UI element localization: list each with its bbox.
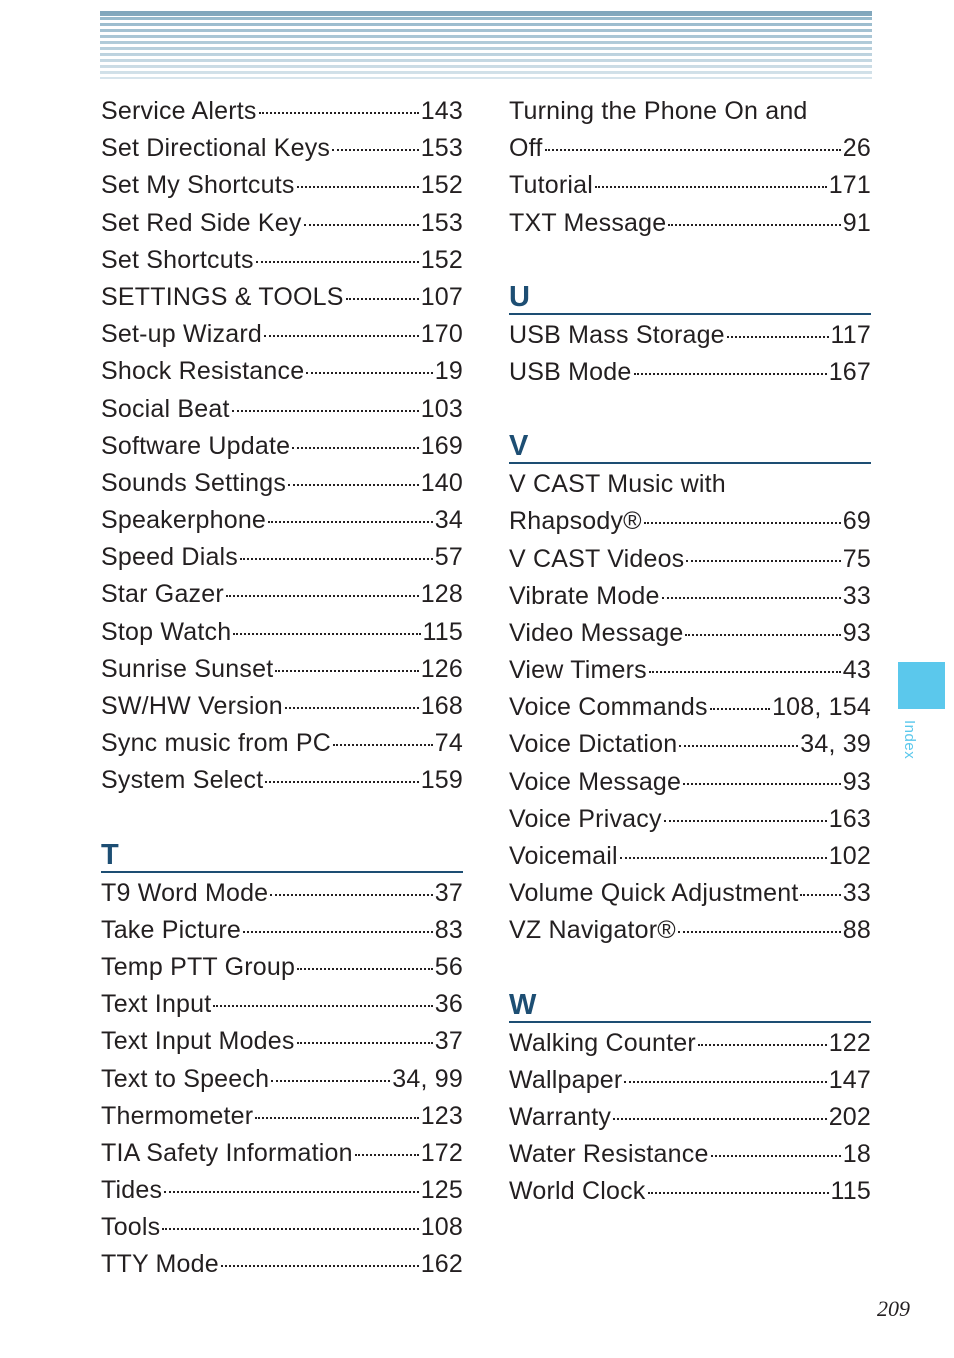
v-entry-list	[509, 541, 871, 950]
index-entry	[509, 801, 871, 838]
entry-page: 91	[842, 208, 871, 237]
index-entry	[101, 539, 463, 576]
entry-name: Take Picture	[101, 915, 241, 944]
entry-page: 147	[828, 1065, 871, 1094]
dot-leader	[346, 298, 419, 300]
dot-leader	[265, 781, 418, 783]
dot-leader	[698, 1044, 827, 1046]
section-heading-t	[101, 821, 463, 873]
entry-page: 102	[828, 842, 871, 870]
entry-name: Voice Message	[509, 767, 682, 796]
index-entry	[509, 615, 871, 652]
index-entry	[101, 279, 463, 316]
index-entry	[101, 316, 463, 353]
index-entry	[509, 130, 871, 167]
dot-leader	[162, 1228, 418, 1230]
entry-name: Off	[509, 134, 543, 163]
index-entry	[509, 875, 871, 912]
entry-page: 162	[420, 1250, 463, 1279]
dot-leader	[686, 560, 840, 562]
dot-leader	[683, 783, 841, 785]
entry-page: 33	[842, 879, 871, 908]
dot-leader	[240, 558, 433, 560]
entry-name: VZ Navigator®	[509, 916, 676, 945]
dot-leader	[644, 522, 841, 524]
index-entry	[509, 1099, 871, 1136]
entry-page: 143	[420, 97, 463, 125]
dot-leader	[649, 671, 841, 673]
entry-page: 167	[828, 357, 871, 386]
index-entry	[101, 576, 463, 613]
index-entry	[509, 652, 871, 689]
t-entry-list	[101, 875, 463, 1284]
entry-page: 34, 39	[800, 730, 871, 759]
dot-leader	[256, 261, 419, 263]
index-entry	[509, 503, 871, 540]
dot-leader	[297, 186, 419, 188]
entry-name: Tides	[101, 1176, 163, 1205]
index-entry	[101, 205, 463, 242]
entry-name: Sunrise Sunset	[101, 654, 274, 683]
index-entry	[509, 541, 871, 578]
entry-page: 88	[842, 916, 871, 945]
index-entry	[509, 167, 871, 204]
entry-name: Star Gazer	[101, 580, 224, 609]
entry-name: Voice Dictation	[509, 730, 678, 759]
header-band	[100, 11, 872, 79]
entry-name: Video Message	[509, 618, 684, 647]
entry-page: 19	[434, 357, 463, 386]
entry-page: 163	[828, 804, 871, 833]
dot-leader	[164, 1191, 418, 1193]
entry-page: 171	[828, 171, 871, 200]
s-entry-list	[101, 93, 463, 800]
entry-page: 36	[434, 990, 463, 1019]
dot-leader	[710, 708, 770, 710]
index-entry	[101, 1061, 463, 1098]
entry-page: 75	[842, 544, 871, 573]
index-side-tab	[898, 662, 945, 709]
dot-leader	[255, 1117, 418, 1119]
entry-page: 115	[830, 1177, 871, 1206]
dot-leader	[800, 894, 840, 896]
index-entry	[509, 912, 871, 949]
dot-leader	[264, 335, 419, 337]
index-entry	[509, 1173, 871, 1210]
section-heading-w	[509, 971, 871, 1023]
entry-name: Wallpaper	[509, 1065, 623, 1094]
dot-leader	[226, 595, 419, 597]
index-column-left	[101, 93, 463, 1284]
entry-name: Thermometer	[101, 1101, 254, 1130]
entry-page: 26	[842, 134, 871, 163]
entry-name: Turning the Phone On and	[509, 97, 808, 125]
entry-name: Shock Resistance	[101, 357, 305, 386]
index-entry	[101, 242, 463, 279]
index-entry	[101, 912, 463, 949]
dot-leader	[271, 1080, 390, 1082]
dot-leader	[306, 372, 432, 374]
u-entry-list	[509, 317, 871, 391]
index-entry	[509, 578, 871, 615]
dot-leader	[727, 336, 829, 338]
section-heading-u	[509, 263, 871, 315]
index-entry	[101, 725, 463, 762]
index-entry	[101, 1098, 463, 1135]
entry-name: TXT Message	[509, 208, 667, 237]
entry-page: 57	[434, 543, 463, 572]
index-entry	[101, 465, 463, 502]
index-entry	[509, 1025, 871, 1062]
entry-name: Set-up Wizard	[101, 320, 262, 349]
entry-name: V CAST Music with	[509, 470, 726, 499]
entry-page: 37	[434, 878, 463, 907]
entry-name: Volume Quick Adjustment	[509, 879, 799, 908]
entry-page: 43	[842, 656, 871, 685]
index-entry	[509, 689, 871, 726]
dot-leader	[685, 634, 840, 636]
dot-leader	[297, 1042, 433, 1044]
dot-leader	[268, 521, 433, 523]
entry-name: Voice Commands	[509, 693, 708, 722]
index-entry	[101, 986, 463, 1023]
entry-page: 159	[420, 766, 463, 795]
entry-name: TIA Safety Information	[101, 1138, 353, 1167]
index-entry	[101, 353, 463, 390]
entry-name: World Clock	[509, 1177, 646, 1206]
entry-name: SETTINGS & TOOLS	[101, 282, 344, 311]
entry-page: 103	[420, 394, 463, 423]
entry-name: Sounds Settings	[101, 468, 287, 497]
entry-name: System Select	[101, 766, 264, 795]
index-entry	[101, 1135, 463, 1172]
entry-name: Warranty	[509, 1102, 612, 1131]
index-entry	[101, 614, 463, 651]
entry-page: 93	[842, 618, 871, 647]
entry-page: 83	[434, 915, 463, 944]
entry-name: Stop Watch	[101, 617, 232, 646]
entry-page: 172	[420, 1138, 463, 1167]
entry-page: 123	[420, 1101, 463, 1130]
entry-name: Water Resistance	[509, 1140, 709, 1169]
entry-page: 202	[828, 1102, 871, 1131]
section-letter-v: V	[509, 430, 529, 463]
entry-name: Walking Counter	[509, 1028, 696, 1057]
entry-name: V CAST Videos	[509, 544, 685, 573]
entry-name: SW/HW Version	[101, 692, 283, 720]
entry-name: Voicemail	[509, 842, 618, 870]
dot-leader	[679, 745, 798, 747]
entry-page: 128	[420, 580, 463, 609]
t-entry-list-cont	[509, 167, 871, 241]
dot-leader	[243, 931, 433, 933]
index-entry	[101, 1172, 463, 1209]
index-entry	[101, 428, 463, 465]
entry-page: 69	[842, 507, 871, 536]
dot-leader	[213, 1005, 432, 1007]
dot-leader	[221, 1265, 419, 1267]
entry-name: Tools	[101, 1213, 161, 1242]
entry-page: 107	[420, 282, 463, 311]
section-heading-v	[509, 412, 871, 464]
entry-name: Set My Shortcuts	[101, 171, 295, 200]
dot-leader	[613, 1118, 827, 1120]
dot-leader	[285, 707, 419, 709]
entry-name: Sync music from PC	[101, 729, 332, 758]
entry-name: Speed Dials	[101, 543, 239, 572]
entry-name: Social Beat	[101, 394, 230, 423]
entry-name: USB Mass Storage	[509, 320, 725, 349]
entry-page: 152	[420, 245, 463, 274]
index-entry	[101, 130, 463, 167]
index-entry	[101, 1246, 463, 1283]
index-entry	[101, 688, 463, 725]
entry-page: 153	[420, 208, 463, 237]
dot-leader	[620, 857, 827, 859]
entry-page: 34	[434, 506, 463, 535]
entry-page: 56	[434, 952, 463, 981]
index-entry	[509, 726, 871, 763]
entry-page: 140	[420, 468, 463, 497]
index-entry	[101, 1209, 463, 1246]
dot-leader	[355, 1154, 419, 1156]
dot-leader	[332, 149, 419, 151]
index-entry	[509, 1136, 871, 1173]
entry-page: 37	[434, 1027, 463, 1056]
entry-page: 108	[420, 1213, 463, 1242]
entry-name: View Timers	[509, 656, 647, 685]
entry-name: Text Input	[101, 990, 212, 1019]
dot-leader	[297, 968, 433, 970]
dot-leader	[233, 633, 420, 635]
entry-page: 169	[420, 431, 463, 460]
index-entry	[509, 354, 871, 391]
dot-leader	[275, 670, 418, 672]
entry-page: 18	[842, 1140, 871, 1169]
entry-page: 93	[842, 767, 871, 796]
page-number: 209	[877, 1296, 910, 1321]
entry-name: USB Mode	[509, 357, 632, 386]
index-entry	[101, 502, 463, 539]
entry-name: Tutorial	[509, 171, 594, 200]
entry-page: 122	[828, 1028, 871, 1057]
entry-page: 126	[420, 654, 463, 683]
index-entry	[509, 1062, 871, 1099]
entry-name: Vibrate Mode	[509, 581, 660, 610]
index-entry	[509, 764, 871, 801]
index-entry	[101, 949, 463, 986]
index-column-right	[509, 93, 871, 1211]
section-letter-t: T	[101, 838, 119, 871]
entry-name: TTY Mode	[101, 1250, 219, 1279]
w-entry-list	[509, 1025, 871, 1211]
entry-name: T9 Word Mode	[101, 878, 269, 907]
entry-name: Service Alerts	[101, 97, 257, 125]
entry-page: 34, 99	[392, 1064, 463, 1093]
entry-name: Text to Speech	[101, 1064, 270, 1093]
entry-name: Set Shortcuts	[101, 245, 254, 274]
index-entry-continued-line	[509, 93, 871, 130]
entry-page: 125	[420, 1176, 463, 1205]
entry-name: Voice Privacy	[509, 804, 662, 833]
dot-leader	[711, 1155, 841, 1157]
index-entry	[101, 391, 463, 428]
entry-page: 153	[420, 134, 463, 163]
index-side-tab-label: Index	[901, 720, 918, 760]
entry-page: 115	[422, 617, 463, 646]
section-letter-w: W	[509, 988, 537, 1021]
entry-page: 168	[420, 692, 463, 720]
dot-leader	[662, 597, 841, 599]
entry-name: Temp PTT Group	[101, 952, 296, 981]
dot-leader	[288, 484, 419, 486]
index-entry	[101, 167, 463, 204]
dot-leader	[648, 1192, 829, 1194]
entry-name: Text Input Modes	[101, 1027, 295, 1056]
dot-leader	[232, 410, 419, 412]
index-entry	[101, 1023, 463, 1060]
index-entry	[101, 762, 463, 799]
entry-name: Rhapsody®	[509, 507, 642, 536]
index-entry	[509, 838, 871, 875]
dot-leader	[664, 820, 827, 822]
dot-leader	[624, 1081, 826, 1083]
section-letter-u: U	[509, 280, 530, 313]
dot-leader	[678, 931, 841, 933]
index-entry-continued-line	[509, 466, 871, 503]
index-entry	[101, 93, 463, 130]
index-entry	[101, 875, 463, 912]
entry-name: Set Red Side Key	[101, 208, 302, 237]
dot-leader	[634, 373, 827, 375]
entry-page: 74	[434, 729, 463, 758]
index-entry	[101, 651, 463, 688]
dot-leader	[545, 149, 841, 151]
entry-name: Speakerphone	[101, 506, 267, 535]
dot-leader	[304, 224, 419, 226]
dot-leader	[595, 186, 827, 188]
dot-leader	[292, 447, 418, 449]
entry-page: 108, 154	[772, 693, 871, 722]
dot-leader	[270, 894, 433, 896]
entry-name: Set Directional Keys	[101, 134, 331, 163]
entry-page: 152	[420, 171, 463, 200]
index-entry	[509, 317, 871, 354]
dot-leader	[259, 112, 419, 114]
index-entry	[509, 205, 871, 242]
entry-page: 33	[842, 581, 871, 610]
entry-page: 117	[830, 320, 871, 349]
dot-leader	[333, 744, 433, 746]
dot-leader	[668, 224, 840, 226]
entry-page: 170	[420, 320, 463, 349]
entry-name: Software Update	[101, 431, 291, 460]
